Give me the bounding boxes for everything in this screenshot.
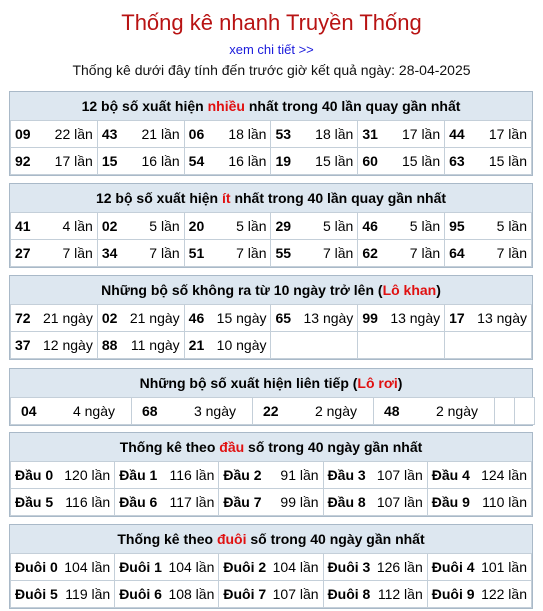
grid-cell: 99 13 ngày <box>358 305 445 332</box>
grid-cell: 37 12 ngày <box>11 332 98 359</box>
grid-least <box>10 212 532 267</box>
grid-cell: 43 21 lần <box>97 121 184 148</box>
table-row <box>11 148 532 175</box>
grid-cell: Đầu 4 124 lần <box>427 462 531 489</box>
grid-cell: 95 5 lần <box>445 213 532 240</box>
table-row <box>11 240 532 267</box>
grid-cell: Đuôi 1 104 lần <box>115 554 219 581</box>
section-header: Những bộ số không ra từ 10 ngày trở lên (Lô khan) <box>101 282 441 298</box>
grid-cell: 64 7 lần <box>445 240 532 267</box>
table-row <box>11 332 532 359</box>
table-row <box>11 398 535 425</box>
table-row <box>11 581 532 608</box>
grid-cell: Đầu 8 107 lần <box>323 489 427 516</box>
grid-cell: 65 13 ngày <box>271 305 358 332</box>
grid-cell: 41 4 lần <box>11 213 98 240</box>
grid-cell: Đuôi 3 126 lần <box>323 554 427 581</box>
section-lo-khan <box>9 275 533 360</box>
grid-roi <box>10 397 535 425</box>
grid-cell: 02 21 ngày <box>97 305 184 332</box>
grid-cell <box>495 398 515 425</box>
section-header: Thống kê theo đuôi số trong 40 ngày gần nhất <box>117 531 425 547</box>
grid-cell: 63 15 lần <box>445 148 532 175</box>
table-row <box>11 489 532 516</box>
grid-cell: 55 7 lần <box>271 240 358 267</box>
grid-cell: 20 5 lần <box>184 213 271 240</box>
grid-cell: Đuôi 8 112 lần <box>323 581 427 608</box>
grid-cell <box>445 332 532 359</box>
grid-cell: 19 15 lần <box>271 148 358 175</box>
grid-cell: 46 5 lần <box>358 213 445 240</box>
table-row <box>11 462 532 489</box>
grid-dau <box>10 461 532 516</box>
grid-cell: Đầu 5 116 lần <box>11 489 115 516</box>
grid-cell <box>515 398 535 425</box>
grid-cell: Đầu 0 120 lần <box>11 462 115 489</box>
section-header: 12 bộ số xuất hiện nhiều nhất trong 40 lần quay gần nhất <box>81 98 461 114</box>
grid-cell: 21 10 ngày <box>184 332 271 359</box>
grid-cell: Đầu 6 117 lần <box>115 489 219 516</box>
page-title: Thống kê nhanh Truyền Thống <box>121 10 422 35</box>
grid-cell: 54 16 lần <box>184 148 271 175</box>
table-row <box>11 554 532 581</box>
grid-cell: 27 7 lần <box>11 240 98 267</box>
grid-cell: Đầu 9 110 lần <box>427 489 531 516</box>
grid-cell: Đầu 1 116 lần <box>115 462 219 489</box>
grid-cell: 04 4 ngày <box>11 398 132 425</box>
section-least-frequent <box>9 183 533 268</box>
grid-cell: 09 22 lần <box>11 121 98 148</box>
grid-cell: 68 3 ngày <box>132 398 253 425</box>
grid-cell: Đuôi 2 104 lần <box>219 554 323 581</box>
grid-cell: 15 16 lần <box>97 148 184 175</box>
grid-most <box>10 120 532 175</box>
grid-cell: 62 7 lần <box>358 240 445 267</box>
grid-cell: 88 11 ngày <box>97 332 184 359</box>
page-subtitle: Thống kê dưới đây tính đến trước giờ kết quả ngày: 28-04-2025 <box>72 62 471 78</box>
detail-link[interactable]: xem chi tiết >> <box>229 42 314 57</box>
section-header: Thống kê theo đầu số trong 40 ngày gần nhất <box>119 439 423 455</box>
grid-cell: Đầu 2 91 lần <box>219 462 323 489</box>
grid-khan <box>10 304 532 359</box>
grid-cell: 02 5 lần <box>97 213 184 240</box>
grid-cell <box>271 332 358 359</box>
grid-cell: 60 15 lần <box>358 148 445 175</box>
grid-cell: 51 7 lần <box>184 240 271 267</box>
grid-cell: 31 17 lần <box>358 121 445 148</box>
grid-cell: 44 17 lần <box>445 121 532 148</box>
grid-cell: 48 2 ngày <box>374 398 495 425</box>
table-row <box>11 305 532 332</box>
section-header: Những bộ số xuất hiện liên tiếp (Lô rơi) <box>139 375 403 391</box>
grid-cell: Đuôi 6 108 lần <box>115 581 219 608</box>
grid-cell: 22 2 ngày <box>253 398 374 425</box>
section-duoi <box>9 524 533 609</box>
grid-cell: Đuôi 0 104 lần <box>11 554 115 581</box>
section-dau <box>9 432 533 517</box>
grid-duoi <box>10 553 532 608</box>
grid-cell: Đuôi 4 101 lần <box>427 554 531 581</box>
grid-cell: 17 13 ngày <box>445 305 532 332</box>
section-most-frequent <box>9 91 533 176</box>
grid-cell: 72 21 ngày <box>11 305 98 332</box>
grid-cell: Đuôi 7 107 lần <box>219 581 323 608</box>
grid-cell: Đầu 3 107 lần <box>323 462 427 489</box>
section-lo-roi <box>9 368 533 426</box>
section-header: 12 bộ số xuất hiện ít nhất trong 40 lần quay gần nhất <box>95 190 447 206</box>
grid-cell: Đuôi 5 119 lần <box>11 581 115 608</box>
grid-cell: Đuôi 9 122 lần <box>427 581 531 608</box>
grid-cell <box>358 332 445 359</box>
grid-cell: 34 7 lần <box>97 240 184 267</box>
table-row <box>11 213 532 240</box>
grid-cell: 92 17 lần <box>11 148 98 175</box>
grid-cell: 46 15 ngày <box>184 305 271 332</box>
grid-cell: 53 18 lần <box>271 121 358 148</box>
grid-cell: 06 18 lần <box>184 121 271 148</box>
grid-cell: 29 5 lần <box>271 213 358 240</box>
grid-cell: Đầu 7 99 lần <box>219 489 323 516</box>
table-row <box>11 121 532 148</box>
